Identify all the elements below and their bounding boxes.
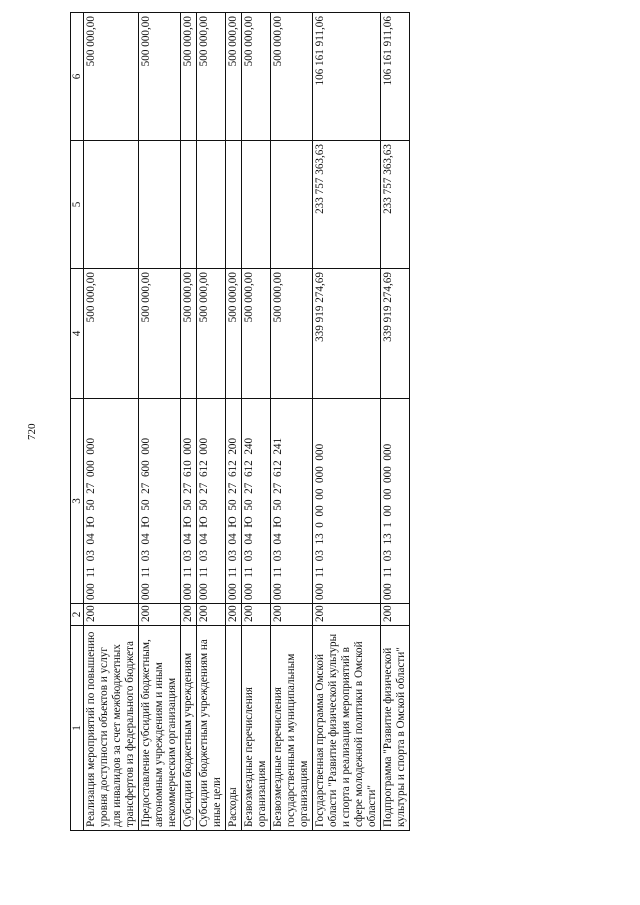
row-col5-value: [271, 141, 313, 269]
row-col2-cell: 200: [242, 604, 271, 626]
row-col2-cell: 200: [271, 604, 313, 626]
row-col6-value: 500 000,00: [139, 13, 181, 141]
header-row: [71, 13, 84, 831]
row-col5-value: [242, 141, 271, 269]
row-name-cell: Безвозмездные перечисления организациям: [242, 626, 271, 831]
row-col6-value: 500 000,00: [197, 13, 226, 141]
table-row: [381, 13, 410, 831]
row-col4-value: 500 000,00: [139, 269, 181, 399]
row-col5-value: [139, 141, 181, 269]
row-col6-value: 500 000,00: [226, 13, 242, 141]
row-col6-value: 500 000,00: [181, 13, 197, 141]
row-name-cell: Субсидии бюджетным учреждениям на иные цели: [197, 626, 226, 831]
row-name-cell: Расходы: [226, 626, 242, 831]
page-number: 720: [26, 423, 38, 440]
row-code-cell: 000 11 03 04 Ю 50 27 610 000: [181, 399, 197, 604]
table-row: [181, 13, 197, 831]
row-code-cell: 000 11 03 04 Ю 50 27 612 000: [197, 399, 226, 604]
row-col4-value: 339 919 274,69: [381, 269, 410, 399]
row-name-cell: Подпрограмма "Развитие физической культуры и спорта в Омской области": [381, 626, 410, 831]
table-row: [242, 13, 271, 831]
row-col4-value: 500 000,00: [226, 269, 242, 399]
row-col6-value: 106 161 911,06: [313, 13, 381, 141]
row-col5-value: 233 757 363,63: [313, 141, 381, 269]
row-col5-value: 233 757 363,63: [381, 141, 410, 269]
row-col2-cell: 200: [226, 604, 242, 626]
row-col2-cell: 200: [381, 604, 410, 626]
row-col5-value: [226, 141, 242, 269]
row-col2-cell: 200: [197, 604, 226, 626]
header-cell-6: 6: [71, 13, 84, 141]
header-cell-5: 5: [71, 141, 84, 269]
row-name-cell: Предоставление субсидий бюджетным, автономным учреждениям и иным некоммерческим организациям: [139, 626, 181, 831]
row-col4-value: 500 000,00: [84, 269, 139, 399]
row-code-cell: 000 11 03 04 Ю 50 27 612 200: [226, 399, 242, 604]
row-name-cell: Государственная программа Омской области "Развитие физической культуры и спорта и реализация мероприятий в сфере молодежной политики в Омской области": [313, 626, 381, 831]
row-name-cell: Безвозмездные перечисления государственным и муниципальным организациям: [271, 626, 313, 831]
row-col2-cell: 200: [313, 604, 381, 626]
row-col6-value: 106 161 911,06: [381, 13, 410, 141]
row-col5-value: [197, 141, 226, 269]
budget-table: [70, 12, 410, 831]
header-cell-4: 4: [71, 269, 84, 399]
row-code-cell: 000 11 03 13 0 00 00 000 000: [313, 399, 381, 604]
row-col4-value: 500 000,00: [197, 269, 226, 399]
row-code-cell: 000 11 03 04 Ю 50 27 000 000: [84, 399, 139, 604]
row-col2-cell: 200: [181, 604, 197, 626]
table-row: [84, 13, 139, 831]
row-code-cell: 000 11 03 13 1 00 00 000 000: [381, 399, 410, 604]
table-row: [139, 13, 181, 831]
row-name-cell: Реализация мероприятий по повышению уровня доступности объектов и услуг для инвалидов за счет межбюджетных трансфертов из федерального бюджета: [84, 626, 139, 831]
row-col4-value: 500 000,00: [181, 269, 197, 399]
row-col6-value: 500 000,00: [242, 13, 271, 141]
rotated-table-area: [70, 13, 640, 827]
row-name-cell: Субсидии бюджетным учреждениям: [181, 626, 197, 831]
row-col4-value: 339 919 274,69: [313, 269, 381, 399]
row-code-cell: 000 11 03 04 Ю 50 27 612 241: [271, 399, 313, 604]
row-col6-value: 500 000,00: [271, 13, 313, 141]
header-cell-2: 2: [71, 604, 84, 626]
row-col2-cell: 200: [139, 604, 181, 626]
row-col4-value: 500 000,00: [242, 269, 271, 399]
table-row: [226, 13, 242, 831]
row-col5-value: [84, 141, 139, 269]
table-row: [271, 13, 313, 831]
row-col2-cell: 200: [84, 604, 139, 626]
row-col5-value: [181, 141, 197, 269]
header-cell-3: 3: [71, 399, 84, 604]
row-col6-value: 500 000,00: [84, 13, 139, 141]
header-cell-1: 1: [71, 626, 84, 831]
rotated-table-wrapper: [70, 13, 640, 831]
table-row: [313, 13, 381, 831]
row-code-cell: 000 11 03 04 Ю 50 27 612 240: [242, 399, 271, 604]
row-code-cell: 000 11 03 04 Ю 50 27 600 000: [139, 399, 181, 604]
row-col4-value: 500 000,00: [271, 269, 313, 399]
table-row: [197, 13, 226, 831]
